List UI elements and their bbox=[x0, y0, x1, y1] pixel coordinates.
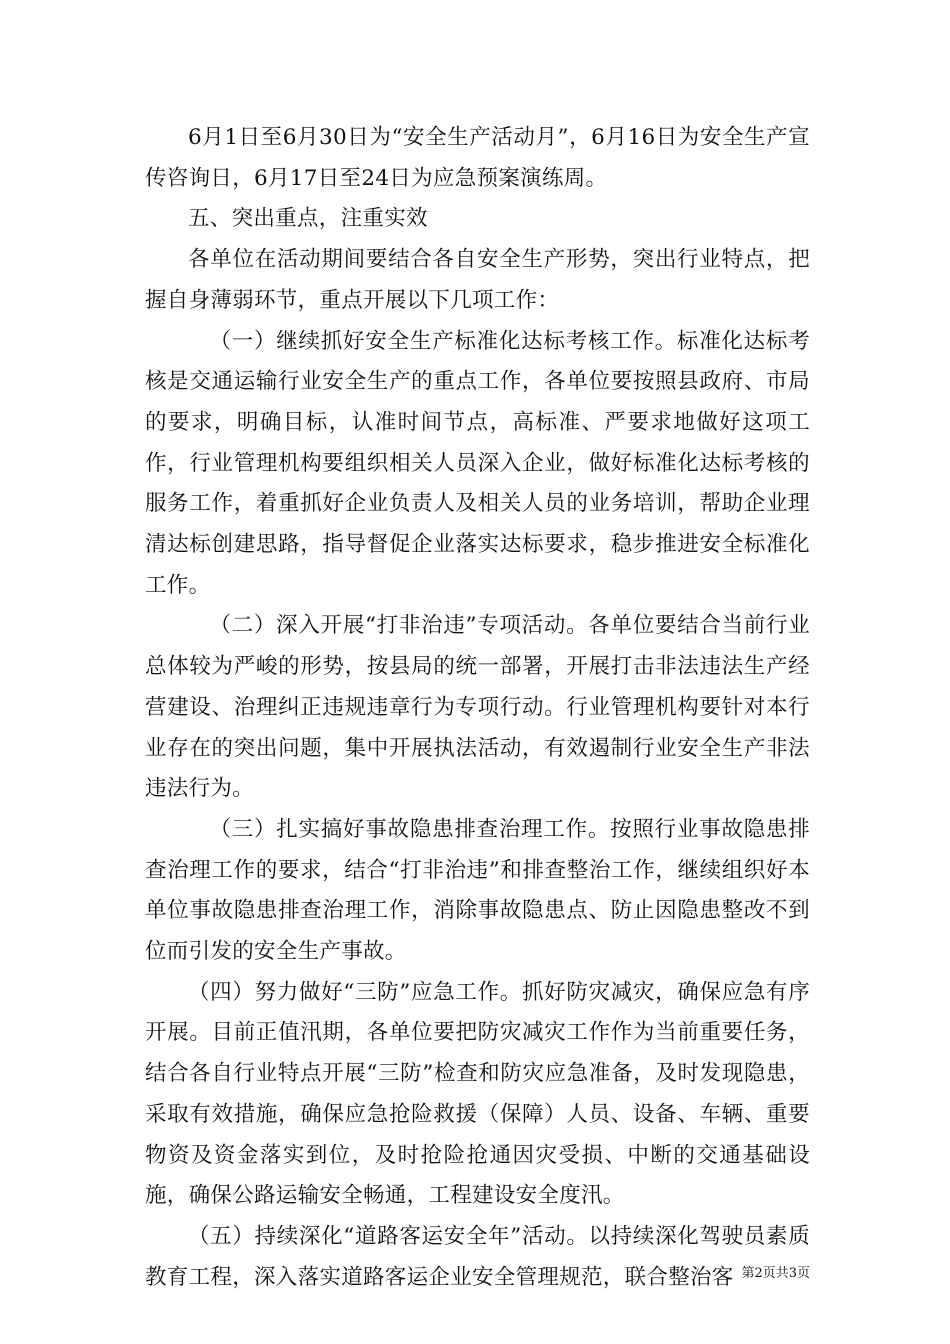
paragraph-intro: 各单位在活动期间要结合各自安全生产形势，突出行业特点，把握自身薄弱环节，重点开展以下几项工作： bbox=[145, 247, 810, 313]
page-number: 第2页共3页 bbox=[741, 1266, 810, 1281]
paragraph-item-2: （二）深入开展“打非治违”专项活动。各单位要结合当前行业总体较为严峻的形势，按县局的统一部署，开展打击非法违法生产经营建设、治理纠正违规违章行为专项行动。行业管理机构要针对本行业存在的突出问题，集中开展执法活动，有效遏制行业安全生产非法违法行为。 bbox=[145, 613, 810, 802]
section-heading-five: 五、突出重点，注重实效 bbox=[188, 206, 428, 232]
paragraph-item-1: （一）继续抓好安全生产标准化达标考核工作。标准化达标考核是交通运输行业安全生产的重点工作，各单位要按照县政府、市局的要求，明确目标，认准时间节点，高标准、严要求地做好这项工作，行业管理机构要组织相关人员深入企业，做好标准化达标考核的服务工作，着重抓好企业负责人及相关人员的业务培训，帮助企业理清达标创建思路，指导督促企业落实达标要求，稳步推进安全标准化工作。 bbox=[145, 328, 810, 598]
paragraph-activity-month: 6月1日至6月30日为“安全生产活动月”，6月16日为安全生产宣传咨询日，6月17日至24日为应急预案演练周。 bbox=[145, 125, 810, 191]
paragraph-item-4: （四）努力做好“三防”应急工作。抓好防灾减灾，确保应急有序开展。目前正值汛期，各单位要把防灾减灾工作作为当前重要任务，结合各自行业特点开展“三防”检查和防灾应急准备，及时发现隐患，采取有效措施，确保应急抢险救援（保障）人员、设备、车辆、重要物资及资金落实到位，及时抢险抢通因灾受损、中断的交通基础设施，确保公路运输安全畅通，工程建设安全度汛。 bbox=[145, 979, 810, 1209]
document-body bbox=[145, 118, 810, 1298]
paragraph-item-3: （三）扎实搞好事故隐患排查治理工作。按照行业事故隐患排查治理工作的要求，结合“打非治违”和排查整治工作，继续组织好本单位事故隐患排查治理工作，消除事故隐患点、防止因隐患整改不到位而引发的安全生产事故。 bbox=[145, 816, 810, 965]
paragraph-item-5: （五）持续深化“道路客运安全年”活动。以持续深化驾驶员素质教育工程，深入落实道路客运企业安全管理规范，联合整治客 bbox=[145, 1223, 810, 1290]
